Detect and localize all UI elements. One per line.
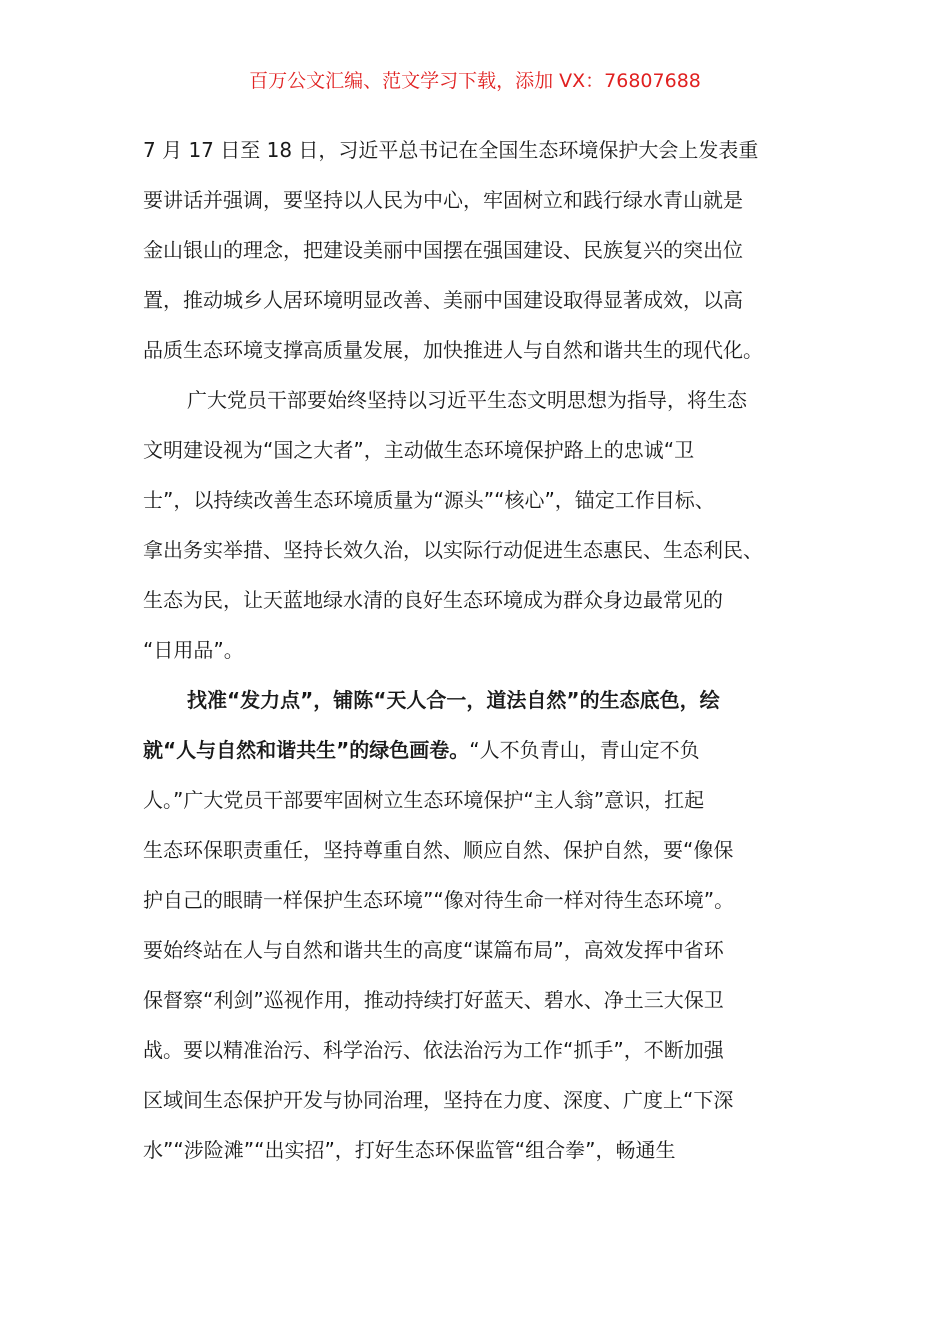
paragraph-3-heading-line: 找准“发力点”，铺陈“天人合一，道法自然”的生态底色，绘 — [187, 688, 720, 712]
paragraph-3-quote: “人不负青山，青山定不负 — [469, 738, 700, 762]
paragraph-2-line: 拿出务实举措、坚持长效久治，以实际行动促进生态惠民、生态利民、 — [143, 538, 763, 562]
paragraph-1-line: 置，推动城乡人居环境明显改善、美丽中国建设取得显著成效，以高 — [143, 288, 743, 312]
paragraph-1-line: 金山银山的理念，把建设美丽中国摆在强国建设、民族复兴的突出位 — [143, 238, 743, 262]
paragraph-3-line: 护自己的眼睛一样保护生态环境”“像对待生命一样对待生态环境”。 — [143, 888, 735, 912]
paragraph-2-line: 士”，以持续改善生态环境质量为“源头”“核心”，锚定工作目标、 — [143, 488, 715, 512]
paragraph-2-line: 广大党员干部要始终坚持以习近平生态文明思想为指导，将生态 — [187, 388, 747, 412]
paragraph-3-line: 人。”广大党员干部要牢固树立生态环境保护“主人翁”意识，扛起 — [143, 788, 705, 812]
watermark-header: 百万公文汇编、范文学习下载，添加 VX：76807688 — [249, 70, 701, 92]
paragraph-1-line: 要讲话并强调，要坚持以人民为中心，牢固树立和践行绿水青山就是 — [143, 188, 743, 212]
paragraph-2-line: 生态为民，让天蓝地绿水清的良好生态环境成为群众身边最常见的 — [143, 588, 723, 612]
paragraph-1-line: 品质生态环境支撑高质量发展，加快推进人与自然和谐共生的现代化。 — [143, 338, 763, 362]
paragraph-3-line: 要始终站在人与自然和谐共生的高度“谋篇布局”，高效发挥中省环 — [143, 938, 724, 962]
paragraph-3-line — [143, 725, 807, 775]
document-body — [143, 125, 807, 1175]
paragraph-3-line: 战。要以精准治污、科学治污、依法治污为工作“抓手”，不断加强 — [143, 1038, 724, 1062]
paragraph-3-line: 生态环保职责重任，坚持尊重自然、顺应自然、保护自然，要“像保 — [143, 838, 734, 862]
paragraph-3-line: 保督察“利剑”巡视作用，推动持续打好蓝天、碧水、净土三大保卫 — [143, 988, 724, 1012]
paragraph-2-line: “日用品”。 — [143, 638, 244, 662]
paragraph-2-line: 文明建设视为“国之大者”，主动做生态环境保护路上的忠诚“卫 — [143, 438, 695, 462]
paragraph-1-line: 7 月 17 日至 18 日，习近平总书记在全国生态环境保护大会上发表重 — [143, 138, 759, 162]
paragraph-3-line: 水”“涉险滩”“出实招”，打好生态环保监管“组合拳”，畅通生 — [143, 1138, 676, 1162]
paragraph-3-heading-end: 就“人与自然和谐共生”的绿色画卷。 — [143, 738, 470, 762]
paragraph-3-line: 区域间生态保护开发与协同治理，坚持在力度、深度、广度上“下深 — [143, 1088, 734, 1112]
